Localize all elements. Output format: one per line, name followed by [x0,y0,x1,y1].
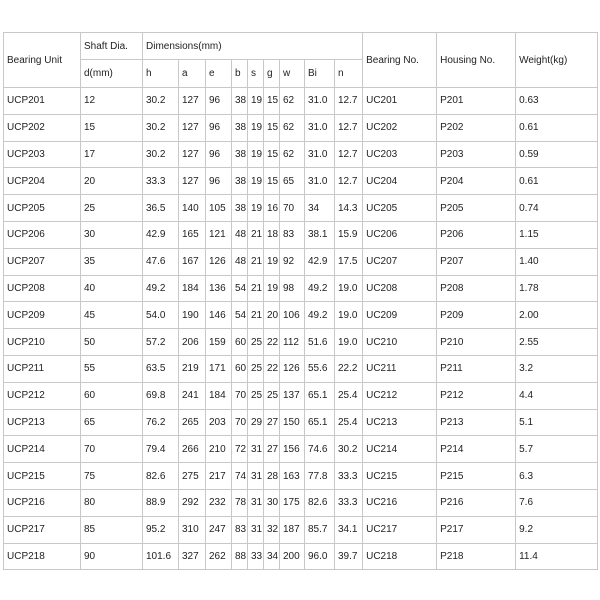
table-cell: 146 [206,302,232,329]
header-row [4,33,598,60]
table-cell: 65.1 [305,409,335,436]
table-row [4,195,598,222]
table-cell: UC204 [363,168,437,195]
table-cell: 96 [206,141,232,168]
table-cell: 2.55 [516,329,598,356]
table-cell: UC215 [363,463,437,490]
table-cell: 30.2 [143,114,179,141]
table-cell: UC205 [363,195,437,222]
table-cell: 247 [206,516,232,543]
table-cell: 167 [179,248,206,275]
table-cell: 184 [206,382,232,409]
table-cell: UC207 [363,248,437,275]
table-cell: UC206 [363,221,437,248]
table-cell: 17 [81,141,143,168]
table-row [4,168,598,195]
table-cell: P215 [437,463,516,490]
table-cell: 137 [280,382,305,409]
table-cell: 85.7 [305,516,335,543]
table-cell: 32 [264,516,280,543]
header-bearing-no: Bearing No. [363,33,437,88]
table-cell: 83 [280,221,305,248]
table-cell: 82.6 [143,463,179,490]
table-cell: 96.0 [305,543,335,570]
table-cell: 19.0 [335,275,363,302]
table-cell: UCP214 [4,436,81,463]
table-cell: 217 [206,463,232,490]
table-cell: P207 [437,248,516,275]
table-cell: 19 [248,88,264,115]
table-cell: P210 [437,329,516,356]
table-cell: P209 [437,302,516,329]
table-cell: UCP205 [4,195,81,222]
table-cell: 12 [81,88,143,115]
table-cell: 265 [179,409,206,436]
table-cell: UC202 [363,114,437,141]
table-row [4,516,598,543]
table-row [4,248,598,275]
table-cell: 127 [179,114,206,141]
table-cell: 33 [248,543,264,570]
table-cell: 78 [232,489,248,516]
table-cell: 163 [280,463,305,490]
table-cell: UCP209 [4,302,81,329]
subheader-n: n [335,60,363,88]
table-cell: 74 [232,463,248,490]
table-cell: 1.15 [516,221,598,248]
table-cell: 6.3 [516,463,598,490]
table-cell: 292 [179,489,206,516]
header-weight: Weight(kg) [516,33,598,88]
table-cell: P216 [437,489,516,516]
table-row [4,141,598,168]
table-cell: 31.0 [305,114,335,141]
table-cell: 54 [232,275,248,302]
table-row [4,409,598,436]
table-cell: 14.3 [335,195,363,222]
table-cell: 65 [280,168,305,195]
table-cell: P217 [437,516,516,543]
table-cell: 136 [206,275,232,302]
table-cell: 1.78 [516,275,598,302]
table-row [4,489,598,516]
table-cell: 88 [232,543,248,570]
table-cell: 200 [280,543,305,570]
table-cell: 106 [280,302,305,329]
table-cell: 126 [280,355,305,382]
table-cell: 75 [81,463,143,490]
table-cell: UCP203 [4,141,81,168]
table-cell: UC214 [363,436,437,463]
table-cell: 206 [179,329,206,356]
table-cell: 72 [232,436,248,463]
table-cell: P218 [437,543,516,570]
table-cell: 2.00 [516,302,598,329]
table-cell: 22.2 [335,355,363,382]
table-cell: 38.1 [305,221,335,248]
table-cell: 126 [206,248,232,275]
table-cell: 190 [179,302,206,329]
table-cell: 69.8 [143,382,179,409]
table-cell: 105 [206,195,232,222]
table-cell: 25 [81,195,143,222]
table-cell: UCP216 [4,489,81,516]
table-cell: 42.9 [305,248,335,275]
table-cell: UCP215 [4,463,81,490]
table-cell: 165 [179,221,206,248]
table-cell: UCP213 [4,409,81,436]
table-cell: 33.3 [143,168,179,195]
table-cell: P213 [437,409,516,436]
table-cell: 49.2 [305,275,335,302]
table-row [4,275,598,302]
table-cell: 70 [280,195,305,222]
table-cell: 28 [264,463,280,490]
table-cell: 112 [280,329,305,356]
table-cell: UC203 [363,141,437,168]
table-cell: 156 [280,436,305,463]
table-cell: 20 [264,302,280,329]
table-cell: 70 [232,382,248,409]
table-cell: 21 [248,248,264,275]
table-row [4,543,598,570]
table-cell: 48 [232,221,248,248]
table-cell: 38 [232,195,248,222]
subheader-w: w [280,60,305,88]
subheader-e: e [206,60,232,88]
table-cell: P214 [437,436,516,463]
table-row [4,355,598,382]
table-cell: 21 [248,221,264,248]
table-cell: 31 [248,489,264,516]
table-cell: 0.63 [516,88,598,115]
table-cell: 30 [81,221,143,248]
table-cell: 140 [179,195,206,222]
table-cell: 82.6 [305,489,335,516]
table-cell: 30.2 [335,436,363,463]
table-cell: P204 [437,168,516,195]
table-cell: 47.6 [143,248,179,275]
table-cell: 18 [264,221,280,248]
table-cell: 0.74 [516,195,598,222]
table-cell: 48 [232,248,248,275]
table-cell: 19.0 [335,302,363,329]
table-cell: 262 [206,543,232,570]
table-cell: 70 [232,409,248,436]
table-cell: 0.59 [516,141,598,168]
table-cell: 38 [232,88,248,115]
table-cell: 62 [280,141,305,168]
table-cell: UCP202 [4,114,81,141]
table-cell: 33.3 [335,489,363,516]
table-cell: 90 [81,543,143,570]
table-cell: 25.4 [335,382,363,409]
table-cell: 45 [81,302,143,329]
table-cell: 15 [264,114,280,141]
table-cell: 60 [232,355,248,382]
table-cell: 175 [280,489,305,516]
table-cell: 19 [248,114,264,141]
table-cell: 50 [81,329,143,356]
table-cell: 266 [179,436,206,463]
table-cell: 12.7 [335,114,363,141]
table-cell: UC212 [363,382,437,409]
header-shaft-dia: Shaft Dia. [81,33,143,60]
table-cell: 25 [264,382,280,409]
table-cell: 92 [280,248,305,275]
table-cell: 96 [206,114,232,141]
table-cell: UC216 [363,489,437,516]
table-row [4,463,598,490]
header-housing-no: Housing No. [437,33,516,88]
table-cell: 15 [264,141,280,168]
table-cell: 19 [248,141,264,168]
table-cell: 65 [81,409,143,436]
table-cell: UC218 [363,543,437,570]
table-cell: 159 [206,329,232,356]
subheader-d: d(mm) [81,60,143,88]
table-cell: P203 [437,141,516,168]
table-cell: 25 [248,382,264,409]
table-cell: 127 [179,141,206,168]
table-cell: 57.2 [143,329,179,356]
table-cell: 3.2 [516,355,598,382]
table-cell: UCP201 [4,88,81,115]
table-cell: 60 [232,329,248,356]
table-cell: 25.4 [335,409,363,436]
table-cell: UCP207 [4,248,81,275]
header-dimensions: Dimensions(mm) [143,33,363,60]
table-cell: 219 [179,355,206,382]
table-cell: UC213 [363,409,437,436]
table-cell: UC211 [363,355,437,382]
table-cell: 31.0 [305,141,335,168]
subheader-g: g [264,60,280,88]
table-cell: 63.5 [143,355,179,382]
table-cell: P208 [437,275,516,302]
table-cell: 21 [248,302,264,329]
table-cell: UC201 [363,88,437,115]
table-cell: 210 [206,436,232,463]
table-cell: 35 [81,248,143,275]
table-cell: 70 [81,436,143,463]
table-cell: UCP217 [4,516,81,543]
subheader-b: b [232,60,248,88]
table-cell: 187 [280,516,305,543]
table-cell: 38 [232,168,248,195]
table-cell: 31.0 [305,168,335,195]
table-cell: 15 [264,168,280,195]
table-cell: P206 [437,221,516,248]
table-cell: 74.6 [305,436,335,463]
table-cell: 30.2 [143,141,179,168]
table-cell: 22 [264,329,280,356]
table-cell: 34.1 [335,516,363,543]
table-cell: 62 [280,114,305,141]
table-cell: 34 [264,543,280,570]
table-cell: 0.61 [516,168,598,195]
table-row [4,302,598,329]
table-cell: 30.2 [143,88,179,115]
table-cell: 76.2 [143,409,179,436]
table-cell: 96 [206,168,232,195]
table-cell: 83 [232,516,248,543]
subheader-bi: Bi [305,60,335,88]
table-cell: 30 [264,489,280,516]
table-cell: 12.7 [335,141,363,168]
table-cell: 4.4 [516,382,598,409]
table-row [4,88,598,115]
table-cell: UC210 [363,329,437,356]
table-cell: P211 [437,355,516,382]
table-cell: P202 [437,114,516,141]
table-cell: 19 [248,195,264,222]
table-cell: 40 [81,275,143,302]
table-cell: 62 [280,88,305,115]
table-cell: 79.4 [143,436,179,463]
table-cell: 65.1 [305,382,335,409]
table-cell: UCP206 [4,221,81,248]
table-cell: 49.2 [305,302,335,329]
table-cell: UC209 [363,302,437,329]
table-cell: 22 [264,355,280,382]
table-row [4,436,598,463]
table-cell: 80 [81,489,143,516]
table-cell: 12.7 [335,88,363,115]
table-cell: 31 [248,436,264,463]
table-cell: 77.8 [305,463,335,490]
table-cell: UC217 [363,516,437,543]
table-cell: 25 [248,329,264,356]
table-cell: 15 [81,114,143,141]
table-cell: UCP208 [4,275,81,302]
table-cell: 54.0 [143,302,179,329]
table-cell: P205 [437,195,516,222]
table-cell: UCP210 [4,329,81,356]
table-cell: 127 [179,168,206,195]
table-cell: 17.5 [335,248,363,275]
table-cell: 95.2 [143,516,179,543]
table-cell: 7.6 [516,489,598,516]
table-cell: 19 [264,248,280,275]
table-cell: 241 [179,382,206,409]
table-cell: 34 [305,195,335,222]
table-cell: 98 [280,275,305,302]
table-cell: 96 [206,88,232,115]
table-cell: 15 [264,88,280,115]
table-cell: UCP212 [4,382,81,409]
table-cell: 15.9 [335,221,363,248]
table-cell: 25 [248,355,264,382]
table-cell: 12.7 [335,168,363,195]
table-cell: UCP204 [4,168,81,195]
table-cell: 20 [81,168,143,195]
subheader-s: s [248,60,264,88]
table-cell: 55.6 [305,355,335,382]
table-cell: P201 [437,88,516,115]
table-cell: 38 [232,141,248,168]
table-cell: 19.0 [335,329,363,356]
table-cell: 0.61 [516,114,598,141]
table-cell: 203 [206,409,232,436]
table-cell: 5.7 [516,436,598,463]
subheader-a: a [179,60,206,88]
table-cell: UC208 [363,275,437,302]
table-cell: 36.5 [143,195,179,222]
table-cell: 232 [206,489,232,516]
table-cell: UCP211 [4,355,81,382]
table-cell: 127 [179,88,206,115]
table-row [4,114,598,141]
table-cell: 31 [248,516,264,543]
table-cell: 55 [81,355,143,382]
table-cell: P212 [437,382,516,409]
table-cell: 19 [264,275,280,302]
table-cell: 60 [81,382,143,409]
table-cell: 29 [248,409,264,436]
table-cell: 27 [264,436,280,463]
table-cell: 33.3 [335,463,363,490]
table-row [4,382,598,409]
table-cell: 9.2 [516,516,598,543]
table-cell: 275 [179,463,206,490]
table-cell: 51.6 [305,329,335,356]
table-cell: 150 [280,409,305,436]
table-row [4,221,598,248]
subheader-h: h [143,60,179,88]
table-cell: 5.1 [516,409,598,436]
table-cell: 327 [179,543,206,570]
table-cell: 49.2 [143,275,179,302]
table-cell: 19 [248,168,264,195]
table-cell: 21 [248,275,264,302]
table-row [4,329,598,356]
table-cell: 27 [264,409,280,436]
table-cell: 38 [232,114,248,141]
table-cell: 171 [206,355,232,382]
table-cell: 42.9 [143,221,179,248]
table-cell: 11.4 [516,543,598,570]
table-cell: 31 [248,463,264,490]
table-cell: 88.9 [143,489,179,516]
bearing-spec-table [3,32,598,570]
table-cell: 121 [206,221,232,248]
table-cell: 54 [232,302,248,329]
table-cell: 1.40 [516,248,598,275]
table-cell: 101.6 [143,543,179,570]
table-cell: UCP218 [4,543,81,570]
header-bearing-unit: Bearing Unit [4,33,81,88]
table-cell: 31.0 [305,88,335,115]
table-cell: 184 [179,275,206,302]
table-cell: 16 [264,195,280,222]
table-cell: 39.7 [335,543,363,570]
table-cell: 310 [179,516,206,543]
table-cell: 85 [81,516,143,543]
